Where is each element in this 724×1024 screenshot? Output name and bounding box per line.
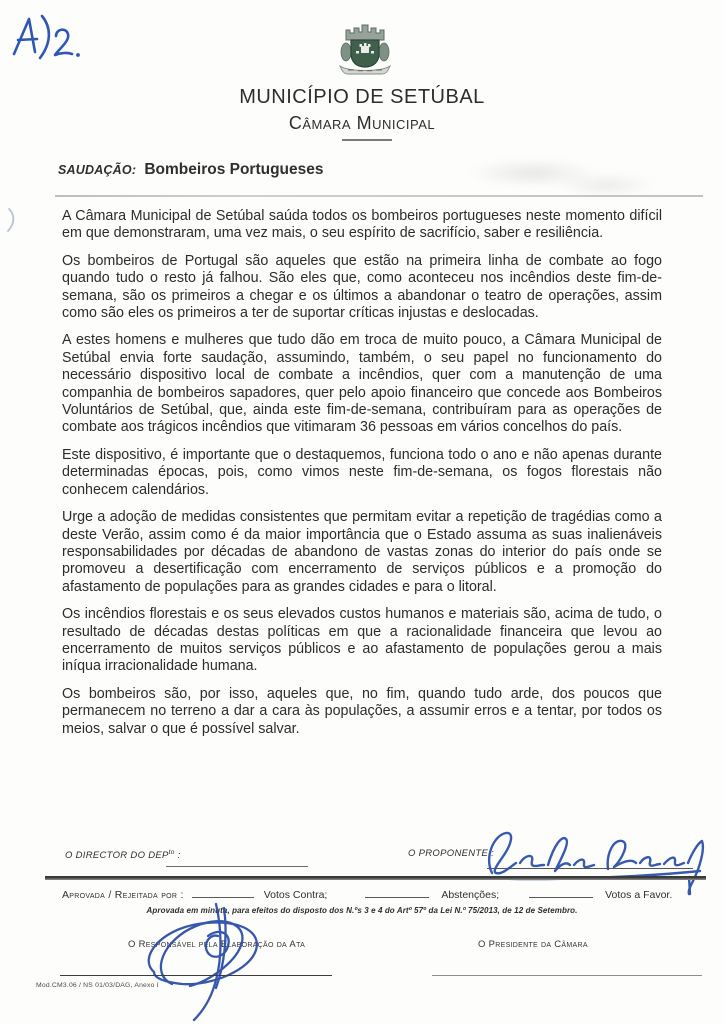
paragraph: Urge a adoção de medidas consistentes que permitam evitar a repetição de tragédias como a deste Verão, assim como é da maior importância que o Estado assuma as suas inalienáveis responsabilidades por décadas de abandono de vastas zonas do interior do país onde se promoveu a desertificação com encerramento de serviços públicos e a promoção do afastamento de populações para as grandes cidades e para o litoral. — [62, 509, 662, 595]
decision-label: Aprovada / Rejeitada por : — [62, 889, 184, 901]
votes-for-label: Votos a Favor. — [605, 889, 673, 901]
municipality-name: MUNICÍPIO DE SETÚBAL — [239, 86, 485, 108]
paragraph: Os incêndios florestais e os seus elevados custos humanos e materiais são, acima de tudo, o resultado de décadas destas políticas em que a racionalidade financeira que levou ao encerramento de muitos serviços públicos e ao afastamento de populações gerou a mais iníqua irracionalidade humana. — [62, 606, 662, 675]
votes-for-blank — [529, 888, 593, 898]
handwritten-margin-mark — [2, 206, 22, 236]
responsible-label: O Responsável pela Elaboração da Ata — [128, 939, 306, 950]
subject-divider — [55, 195, 703, 197]
abstentions-blank — [365, 888, 429, 898]
responsible-signature-line — [60, 975, 332, 976]
proponent-label: O PROPONENTE : — [408, 848, 495, 859]
proponent-signature — [462, 815, 718, 897]
setubal-coat-of-arms-icon — [334, 20, 396, 78]
form-code: Mod.CM3.06 / NS 01/03/DAG, Anexo I — [36, 982, 159, 989]
responsible-signature — [120, 896, 316, 1022]
paragraph: Os bombeiros são, por isso, aqueles que, no fim, quando tudo arde, dos poucos que permanecem no terreno a dar a cara às populações, a assumir erros e a tentar, por todos os meios, salvar o que é possível salvar. — [62, 685, 662, 737]
director-label-superscript: to — [168, 849, 175, 856]
header-divider — [342, 139, 392, 141]
subject-label: SAUDAÇÃO: — [58, 163, 137, 177]
director-label: O DIRECTOR DO $DEP^{to}$ : — [65, 849, 181, 862]
paragraph: Os bombeiros de Portugal são aqueles que estão na primeira linha de combate ao fogo quando tudo o resto já falhou. São eles que, como aconteceu nos incêndios deste fim-de-semana, são os primeiros a chegar e os últimos a abandonar o teatro de operações, assim como são eles os primeiros a ter de suportar críticas injustas e deslocadas. — [62, 252, 662, 322]
director-signature-line — [166, 866, 308, 867]
paragraph: Este dispositivo, é importante que o destaquemos, funciona todo o ano e não apenas durante determinadas épocas, pois, como vimos neste fim-de-semana, os fogos florestais não conhecem calendários. — [62, 446, 662, 498]
votes-against-label: Votos Contra; — [263, 889, 328, 901]
handwritten-mark-a2 — [6, 10, 92, 64]
letter-body — [62, 208, 662, 748]
paragraph: A estes homens e mulheres que tudo dão em troca de muito pouco, a Câmara Municipal de Setúbal envia forte saudação, assumindo, também, o seu papel no funcionamento do necessário dispositivo local de combate a incêndios, quer com a manutenção de uma companhia de bombeiros sapadores, quer pelo apoio financeiro que concede aos Bombeiros Voluntários de Setúbal, que, ainda este fim-de-semana, contribuíram para as operações de combate aos trágicos incêndios que vitimaram 36 pessoas em vários concelhos do país. — [62, 332, 662, 436]
subject-line — [58, 161, 324, 179]
section-divider-thick — [45, 876, 706, 880]
minute-approval-note: Aprovada em minuta, para efeitos do disposto dos N.ºs 3 e 4 do Artº 57º da Lei N.º 75/2013, de 12 de Setembro. — [146, 906, 578, 915]
president-signature-line — [432, 975, 702, 976]
abstentions-label: Abstenções; — [441, 889, 500, 901]
paragraph: A Câmara Municipal de Setúbal saúda todos os bombeiros portugueses neste momento difícil em que demonstraram, uma vez mais, o seu espírito de sacrifício, saber e resiliência. — [62, 208, 662, 242]
president-label: O Presidente da Câmara — [478, 939, 588, 950]
department-name: Câmara Municipal — [288, 113, 436, 133]
subject-title: Bombeiros Portugueses — [144, 161, 324, 178]
